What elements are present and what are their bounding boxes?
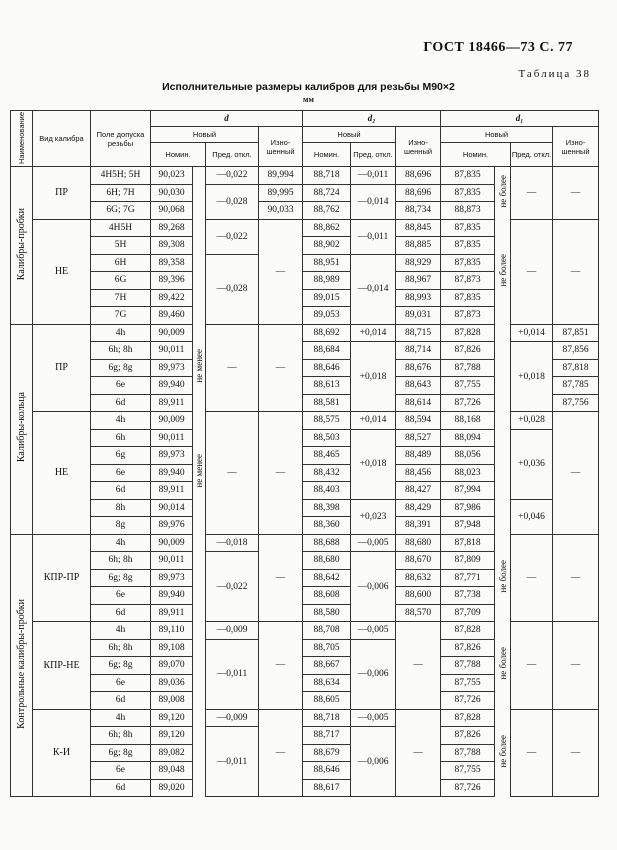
- cell-d-nom: 90,009: [151, 324, 193, 342]
- cell-d2-nom: 88,902: [303, 237, 351, 255]
- cell-d1-nom: 87,809: [441, 552, 495, 570]
- cell-d-note: [193, 622, 206, 710]
- cell-d1-nom: 87,726: [441, 779, 495, 797]
- cell-d2-worn: 88,489: [396, 447, 441, 465]
- header-d1-worn: Изно-шенный: [553, 127, 599, 167]
- cell-d2-nom: 88,717: [303, 727, 351, 745]
- cell-d-worn: —: [259, 534, 303, 622]
- cell-d-note: [193, 709, 206, 797]
- cell-d-nom: 90,068: [151, 202, 193, 220]
- cell-d2-worn: 88,885: [396, 237, 441, 255]
- dimensions-table: [10, 110, 599, 797]
- table-body: [11, 167, 599, 797]
- cell-field: 4h: [91, 534, 151, 552]
- cell-field: 6e: [91, 674, 151, 692]
- limit-note: не более: [497, 175, 508, 208]
- cell-d1-worn: —: [553, 219, 599, 324]
- cell-d1-nom: 87,828: [441, 622, 495, 640]
- cell-d2-dev: —0,006: [351, 639, 396, 709]
- cell-field: 4H5H: [91, 219, 151, 237]
- cell-d2-nom: 89,015: [303, 289, 351, 307]
- cell-d2-worn: 88,967: [396, 272, 441, 290]
- cell-field: 6d: [91, 604, 151, 622]
- cell-d-note: [193, 167, 206, 220]
- cell-d2-nom: 88,608: [303, 587, 351, 605]
- cell-d2-dev: +0,023: [351, 499, 396, 534]
- cell-d-note: [193, 412, 206, 535]
- header-d2-new: Новый: [303, 127, 396, 143]
- cell-d1-note: [495, 622, 511, 710]
- cell-d-nom: 89,973: [151, 569, 193, 587]
- cell-d1-nom: 88,056: [441, 447, 495, 465]
- cell-d-dev: —0,028: [206, 254, 259, 324]
- cell-d2-worn: —: [396, 709, 441, 797]
- cell-d1-nom: 87,835: [441, 237, 495, 255]
- gauge-type: НЕ: [33, 412, 91, 535]
- section-label-text: Контрольные калибры-пробки: [16, 598, 27, 729]
- cell-field: 7G: [91, 307, 151, 325]
- cell-d2-nom: 88,617: [303, 779, 351, 797]
- cell-d1-nom: 88,023: [441, 464, 495, 482]
- cell-d2-worn: 88,643: [396, 377, 441, 395]
- cell-d2-dev: —0,005: [351, 709, 396, 727]
- cell-d-dev: —0,022: [206, 167, 259, 185]
- section-label-text: Калибры-пробки: [16, 207, 27, 280]
- gauge-type: ПР: [33, 324, 91, 412]
- cell-d1-nom: 87,835: [441, 254, 495, 272]
- cell-d2-nom: 88,862: [303, 219, 351, 237]
- cell-d-nom: 89,110: [151, 622, 193, 640]
- cell-d-dev: —0,022: [206, 219, 259, 254]
- cell-d1-nom: 87,828: [441, 709, 495, 727]
- cell-d2-nom: 88,634: [303, 674, 351, 692]
- cell-d2-nom: 88,692: [303, 324, 351, 342]
- cell-d2-nom: 88,575: [303, 412, 351, 430]
- cell-d-nom: 89,940: [151, 464, 193, 482]
- table-number: Таблица 38: [518, 68, 591, 80]
- cell-d-dev: —0,011: [206, 639, 259, 709]
- cell-d1-nom: 87,948: [441, 517, 495, 535]
- gauge-type: НЕ: [33, 219, 91, 324]
- cell-d1-note: [495, 324, 511, 412]
- cell-d-nom: 89,911: [151, 394, 193, 412]
- cell-d1-worn: —: [553, 412, 599, 535]
- cell-d-dev: —0,011: [206, 727, 259, 797]
- cell-d1-worn: 87,818: [553, 359, 599, 377]
- cell-d2-nom: 88,688: [303, 534, 351, 552]
- cell-d-note: [193, 534, 206, 622]
- cell-d2-worn: 88,427: [396, 482, 441, 500]
- cell-d2-dev: —0,014: [351, 254, 396, 324]
- cell-d-nom: 89,973: [151, 359, 193, 377]
- cell-d1-dev: +0,036: [511, 429, 553, 499]
- cell-d2-worn: 88,670: [396, 552, 441, 570]
- cell-field: 4h: [91, 324, 151, 342]
- section-label: [11, 167, 33, 325]
- cell-d-dev: —0,022: [206, 552, 259, 622]
- cell-field: 6e: [91, 762, 151, 780]
- cell-d1-worn: 87,856: [553, 342, 599, 360]
- header-d2-nominal: Номин.: [303, 143, 351, 167]
- cell-d2-nom: 88,762: [303, 202, 351, 220]
- cell-d1-nom: 87,788: [441, 657, 495, 675]
- table-row: [11, 429, 599, 447]
- cell-d1-nom: 88,094: [441, 429, 495, 447]
- table-row: [11, 219, 599, 237]
- header-d2-worn: Изно-шенный: [396, 127, 441, 167]
- cell-d2-nom: 88,679: [303, 744, 351, 762]
- cell-field: 6h; 8h: [91, 639, 151, 657]
- cell-d-nom: 89,120: [151, 727, 193, 745]
- header-d: d: [151, 111, 303, 127]
- cell-d1-nom: 87,826: [441, 639, 495, 657]
- cell-d-worn: 89,995: [259, 184, 303, 202]
- cell-d-nom: 90,009: [151, 534, 193, 552]
- cell-d1-dev: —: [511, 167, 553, 220]
- limit-note: не более: [497, 253, 508, 287]
- cell-d-nom: 90,011: [151, 429, 193, 447]
- cell-d1-nom: 87,788: [441, 359, 495, 377]
- cell-field: 6g; 8g: [91, 359, 151, 377]
- cell-field: 5H: [91, 237, 151, 255]
- cell-d2-nom: 88,951: [303, 254, 351, 272]
- limit-note: не более: [497, 559, 508, 593]
- cell-d1-nom: 87,986: [441, 499, 495, 517]
- cell-d2-worn: 88,594: [396, 412, 441, 430]
- cell-d1-nom: 88,168: [441, 412, 495, 430]
- cell-field: 6H; 7H: [91, 184, 151, 202]
- table-row: [11, 342, 599, 360]
- cell-d-nom: 89,973: [151, 447, 193, 465]
- section-label: [11, 324, 33, 534]
- cell-field: 6g; 8g: [91, 744, 151, 762]
- cell-d-nom: 89,911: [151, 604, 193, 622]
- cell-field: 6g; 8g: [91, 569, 151, 587]
- cell-d1-nom: 87,826: [441, 342, 495, 360]
- cell-d-dev: —0,028: [206, 184, 259, 219]
- cell-d1-worn: —: [553, 622, 599, 710]
- cell-d-nom: 89,268: [151, 219, 193, 237]
- cell-d2-dev: —0,005: [351, 534, 396, 552]
- cell-d2-nom: 88,398: [303, 499, 351, 517]
- cell-d-nom: 89,940: [151, 377, 193, 395]
- cell-d1-nom: 87,709: [441, 604, 495, 622]
- cell-d1-nom: 87,726: [441, 692, 495, 710]
- header-d1: d₁: [441, 111, 599, 127]
- cell-d-nom: 89,008: [151, 692, 193, 710]
- cell-d2-worn: 88,527: [396, 429, 441, 447]
- cell-d1-nom: 87,835: [441, 184, 495, 202]
- cell-field: 6d: [91, 482, 151, 500]
- cell-d2-nom: 88,724: [303, 184, 351, 202]
- cell-field: 6e: [91, 464, 151, 482]
- cell-d-nom: 89,120: [151, 709, 193, 727]
- cell-d-note: [193, 324, 206, 412]
- cell-d2-worn: 88,696: [396, 184, 441, 202]
- header-name-text: Наименование: [17, 111, 26, 164]
- cell-d2-worn: 88,845: [396, 219, 441, 237]
- cell-d-nom: 90,030: [151, 184, 193, 202]
- header-d-nominal: Номин.: [151, 143, 206, 167]
- cell-d-dev: —0,009: [206, 622, 259, 640]
- cell-field: 6H: [91, 254, 151, 272]
- cell-field: 6h; 8h: [91, 552, 151, 570]
- limit-note: не менее: [194, 454, 204, 489]
- cell-d1-nom: 87,835: [441, 289, 495, 307]
- cell-d-nom: 90,023: [151, 167, 193, 185]
- gauge-type: ПР: [33, 167, 91, 220]
- cell-field: 4h: [91, 709, 151, 727]
- cell-d2-nom: 88,667: [303, 657, 351, 675]
- cell-d-nom: 90,014: [151, 499, 193, 517]
- cell-d2-dev: —0,014: [351, 184, 396, 219]
- cell-d2-worn: —: [396, 622, 441, 710]
- cell-d-note: [193, 219, 206, 324]
- cell-field: 6g: [91, 447, 151, 465]
- cell-d-nom: 89,940: [151, 587, 193, 605]
- cell-d2-nom: 88,613: [303, 377, 351, 395]
- cell-d-dev: —: [206, 412, 259, 535]
- cell-d2-worn: 88,614: [396, 394, 441, 412]
- header-d2: d₂: [303, 111, 441, 127]
- cell-d-worn: —: [259, 622, 303, 710]
- cell-field: 6h; 8h: [91, 727, 151, 745]
- cell-d1-nom: 87,835: [441, 219, 495, 237]
- cell-d1-nom: 87,771: [441, 569, 495, 587]
- cell-d1-dev: —: [511, 534, 553, 622]
- table-row: [11, 534, 599, 552]
- cell-d-nom: 90,011: [151, 342, 193, 360]
- cell-d2-worn: 88,391: [396, 517, 441, 535]
- cell-d-nom: 89,308: [151, 237, 193, 255]
- cell-d1-note: [495, 167, 511, 220]
- limit-note: не более: [497, 647, 508, 680]
- cell-d2-worn: 88,714: [396, 342, 441, 360]
- header-d1-new: Новый: [441, 127, 553, 143]
- cell-d-nom: 89,020: [151, 779, 193, 797]
- cell-d1-dev: +0,018: [511, 342, 553, 412]
- cell-d1-nom: 87,828: [441, 324, 495, 342]
- table-row: [11, 167, 599, 185]
- cell-d2-worn: 88,715: [396, 324, 441, 342]
- cell-field: 6G; 7G: [91, 202, 151, 220]
- cell-d1-worn: —: [553, 534, 599, 622]
- cell-d2-worn: 89,031: [396, 307, 441, 325]
- cell-d2-nom: 89,053: [303, 307, 351, 325]
- gauge-type: К-И: [33, 709, 91, 797]
- table-row: [11, 412, 599, 430]
- cell-d2-dev: —0,006: [351, 727, 396, 797]
- gauge-type: КПР-ПР: [33, 534, 91, 622]
- cell-d1-note: [495, 412, 511, 535]
- cell-d-nom: 89,358: [151, 254, 193, 272]
- limit-note: не менее: [194, 349, 204, 384]
- cell-d2-worn: 88,734: [396, 202, 441, 220]
- cell-d-nom: 89,048: [151, 762, 193, 780]
- unit-label: мм: [303, 95, 314, 104]
- header-field: Поле допуска резьбы: [91, 111, 151, 167]
- cell-d-worn: —: [259, 324, 303, 412]
- header-type: Вид калибра: [33, 111, 91, 167]
- table-row: [11, 324, 599, 342]
- cell-d1-nom: 87,873: [441, 272, 495, 290]
- cell-d1-note: [495, 709, 511, 797]
- cell-d-worn: —: [259, 709, 303, 797]
- cell-d2-dev: +0,014: [351, 324, 396, 342]
- cell-d1-nom: 88,873: [441, 202, 495, 220]
- cell-field: 8h: [91, 499, 151, 517]
- cell-d1-nom: 87,835: [441, 167, 495, 185]
- cell-d2-worn: 88,570: [396, 604, 441, 622]
- cell-field: 8g: [91, 517, 151, 535]
- header-d1-nominal: Номин.: [441, 143, 511, 167]
- cell-d2-dev: +0,018: [351, 342, 396, 412]
- cell-d-dev: —: [206, 324, 259, 412]
- cell-d2-worn: 88,929: [396, 254, 441, 272]
- cell-d1-nom: 87,755: [441, 674, 495, 692]
- cell-d1-worn: —: [553, 709, 599, 797]
- header-name: [11, 111, 33, 167]
- cell-d2-nom: 88,718: [303, 167, 351, 185]
- cell-d1-worn: 87,756: [553, 394, 599, 412]
- cell-d2-dev: —0,005: [351, 622, 396, 640]
- cell-d-nom: 89,070: [151, 657, 193, 675]
- cell-field: 6g; 8g: [91, 657, 151, 675]
- cell-d-nom: 90,009: [151, 412, 193, 430]
- cell-d2-nom: 88,605: [303, 692, 351, 710]
- cell-d1-dev: —: [511, 219, 553, 324]
- cell-d2-nom: 88,684: [303, 342, 351, 360]
- cell-d-nom: 89,460: [151, 307, 193, 325]
- cell-field: 4h: [91, 412, 151, 430]
- header-d-deviation: Пред. откл.: [206, 143, 259, 167]
- cell-d1-nom: 87,873: [441, 307, 495, 325]
- header-d-new: Новый: [151, 127, 259, 143]
- cell-d1-nom: 87,826: [441, 727, 495, 745]
- cell-field: 4H5H; 5H: [91, 167, 151, 185]
- cell-d1-worn: 87,785: [553, 377, 599, 395]
- table-row: [11, 622, 599, 640]
- cell-d2-nom: 88,718: [303, 709, 351, 727]
- cell-d2-nom: 88,503: [303, 429, 351, 447]
- section-label: [11, 534, 33, 797]
- cell-d2-nom: 88,705: [303, 639, 351, 657]
- cell-field: 6h: [91, 429, 151, 447]
- cell-d2-nom: 88,465: [303, 447, 351, 465]
- cell-d1-dev: —: [511, 709, 553, 797]
- cell-field: 6d: [91, 394, 151, 412]
- limit-note: не более: [497, 734, 508, 768]
- cell-d2-nom: 88,646: [303, 762, 351, 780]
- cell-d2-worn: 88,429: [396, 499, 441, 517]
- cell-d2-nom: 88,360: [303, 517, 351, 535]
- cell-d1-nom: 87,755: [441, 377, 495, 395]
- cell-d-worn: —: [259, 412, 303, 535]
- cell-d-dev: —0,009: [206, 709, 259, 727]
- cell-d2-nom: 88,432: [303, 464, 351, 482]
- cell-field: 6h; 8h: [91, 342, 151, 360]
- cell-d1-nom: 87,755: [441, 762, 495, 780]
- cell-field: 7H: [91, 289, 151, 307]
- cell-d2-nom: 88,989: [303, 272, 351, 290]
- cell-d-nom: 89,422: [151, 289, 193, 307]
- cell-d2-nom: 88,403: [303, 482, 351, 500]
- cell-d1-nom: 87,726: [441, 394, 495, 412]
- cell-d1-dev: +0,014: [511, 324, 553, 342]
- cell-d2-dev: —0,011: [351, 219, 396, 254]
- cell-d1-dev: +0,028: [511, 412, 553, 430]
- cell-d1-worn: 87,851: [553, 324, 599, 342]
- cell-field: 6e: [91, 587, 151, 605]
- cell-d2-nom: 88,680: [303, 552, 351, 570]
- cell-d2-worn: 88,600: [396, 587, 441, 605]
- cell-d-nom: 89,082: [151, 744, 193, 762]
- cell-d-nom: 90,011: [151, 552, 193, 570]
- cell-d2-dev: +0,014: [351, 412, 396, 430]
- section-label-text: Калибры-кольца: [16, 392, 27, 463]
- table-title: Исполнительные размеры калибров для резьбы М90×2: [162, 81, 455, 93]
- cell-d2-dev: —0,011: [351, 167, 396, 185]
- cell-d1-dev: —: [511, 622, 553, 710]
- standard-page-number: ГОСТ 18466—73 С. 77: [423, 40, 573, 55]
- cell-d-nom: 89,108: [151, 639, 193, 657]
- cell-d-worn: 89,994: [259, 167, 303, 185]
- cell-d2-nom: 88,642: [303, 569, 351, 587]
- cell-d2-worn: 88,680: [396, 534, 441, 552]
- cell-d2-nom: 88,708: [303, 622, 351, 640]
- cell-field: 6e: [91, 377, 151, 395]
- table-row: [11, 709, 599, 727]
- cell-d-nom: 89,036: [151, 674, 193, 692]
- table-row: [11, 499, 599, 517]
- cell-d-worn: 90,033: [259, 202, 303, 220]
- cell-d2-worn: 88,696: [396, 167, 441, 185]
- cell-d1-note: [495, 219, 511, 324]
- cell-d2-nom: 88,646: [303, 359, 351, 377]
- header-d-worn: Изно-шенный: [259, 127, 303, 167]
- cell-field: 6d: [91, 779, 151, 797]
- cell-d2-worn: 88,456: [396, 464, 441, 482]
- cell-d2-worn: 88,676: [396, 359, 441, 377]
- cell-d-worn: —: [259, 219, 303, 324]
- cell-d2-dev: —0,006: [351, 552, 396, 622]
- cell-d2-worn: 88,632: [396, 569, 441, 587]
- cell-d1-nom: 87,738: [441, 587, 495, 605]
- cell-d-nom: 89,976: [151, 517, 193, 535]
- gauge-type: КПР-НЕ: [33, 622, 91, 710]
- cell-d-dev: —0,018: [206, 534, 259, 552]
- cell-d1-nom: 87,994: [441, 482, 495, 500]
- cell-d2-dev: +0,018: [351, 429, 396, 499]
- cell-d2-nom: 88,581: [303, 394, 351, 412]
- cell-d1-worn: —: [553, 167, 599, 220]
- cell-d1-dev: +0,046: [511, 499, 553, 534]
- cell-d-nom: 89,396: [151, 272, 193, 290]
- header-d1-deviation: Пред. откл.: [511, 143, 553, 167]
- cell-field: 6G: [91, 272, 151, 290]
- cell-d-nom: 89,911: [151, 482, 193, 500]
- cell-field: 6d: [91, 692, 151, 710]
- cell-d2-nom: 88,580: [303, 604, 351, 622]
- cell-d1-note: [495, 534, 511, 622]
- header-d2-deviation: Пред. откл.: [351, 143, 396, 167]
- cell-d2-worn: 88,993: [396, 289, 441, 307]
- cell-d1-nom: 87,788: [441, 744, 495, 762]
- cell-field: 4h: [91, 622, 151, 640]
- cell-d1-nom: 87,818: [441, 534, 495, 552]
